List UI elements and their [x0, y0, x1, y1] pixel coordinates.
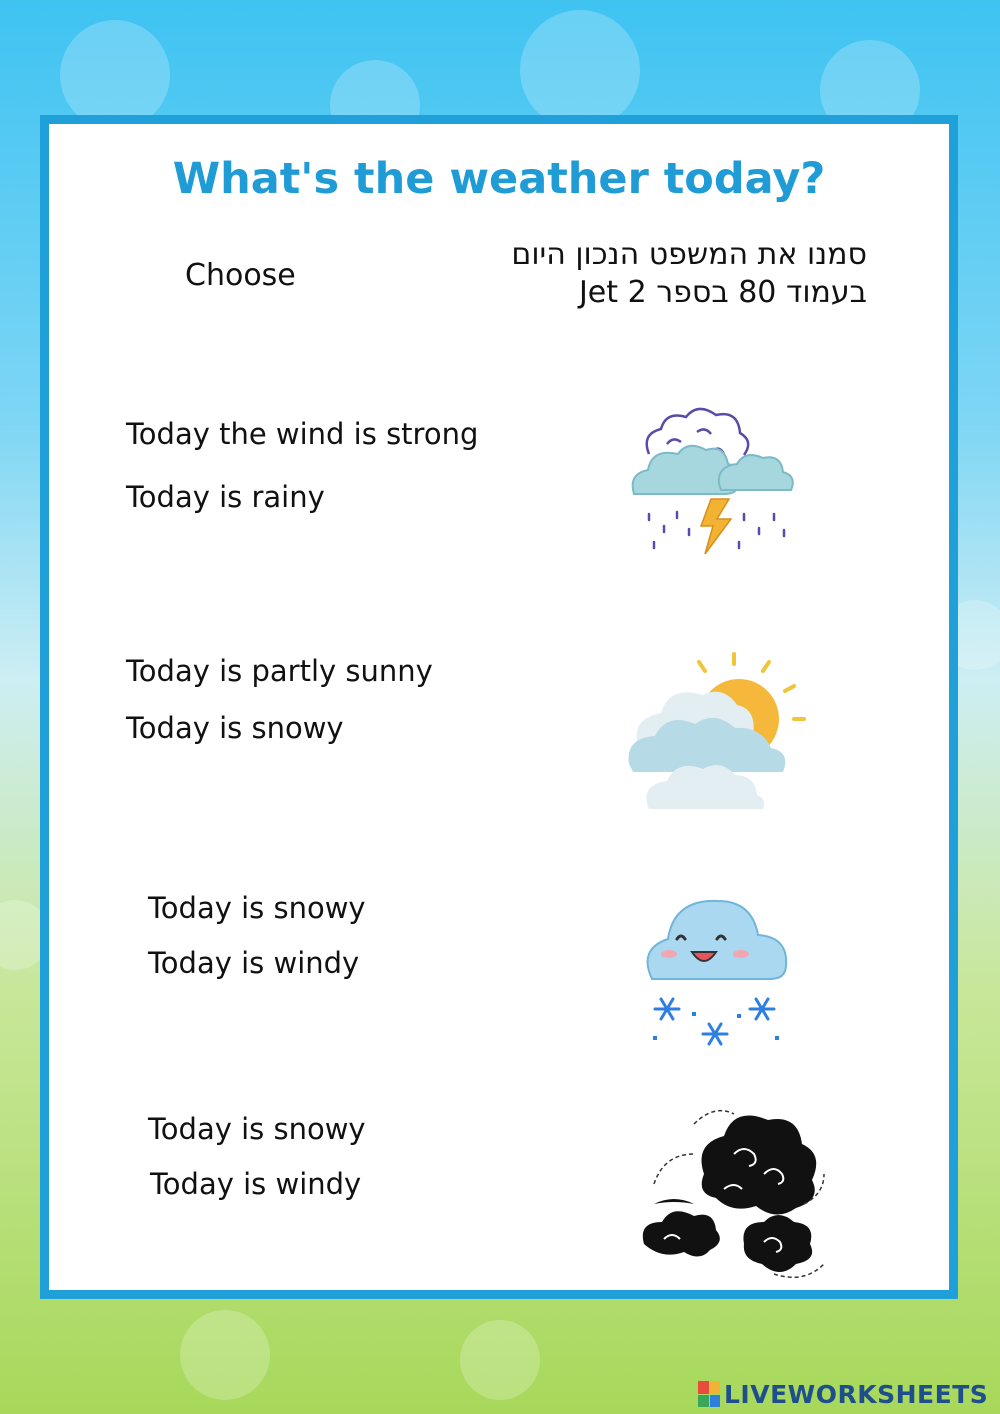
option-q2-a[interactable]: Today is partly sunny [126, 654, 433, 688]
option-q4-a[interactable]: Today is snowy [148, 1112, 366, 1146]
option-q1-a[interactable]: Today the wind is strong [126, 417, 479, 451]
bokeh [520, 10, 640, 130]
hebrew-line-2: בעמוד 80 בספר 2 Jet [578, 275, 867, 310]
bokeh [60, 20, 170, 130]
bokeh [460, 1320, 540, 1400]
option-q3-b[interactable]: Today is windy [148, 946, 360, 980]
worksheet-card [40, 115, 958, 1299]
hebrew-line-1: סמנו את המשפט הנכון היום [511, 237, 867, 272]
footer-brand [698, 1380, 988, 1408]
hebrew-instruction [511, 236, 867, 312]
snow-cloud-icon [637, 884, 797, 1054]
option-q1-b[interactable]: Today is rainy [126, 480, 325, 514]
brand-text: LIVEWORKSHEETS [724, 1379, 989, 1409]
option-q4-b[interactable]: Today is windy [150, 1167, 362, 1201]
liveworksheets-logo-icon [698, 1381, 720, 1407]
choose-label: Choose [185, 258, 296, 293]
bokeh [180, 1310, 270, 1400]
option-q3-a[interactable]: Today is snowy [148, 891, 366, 925]
wind-icon [634, 1104, 834, 1294]
page-title: What's the weather today? [172, 154, 826, 204]
option-q2-b[interactable]: Today is snowy [126, 711, 344, 745]
storm-cloud-icon [619, 404, 799, 564]
partly-sunny-icon [619, 644, 819, 814]
